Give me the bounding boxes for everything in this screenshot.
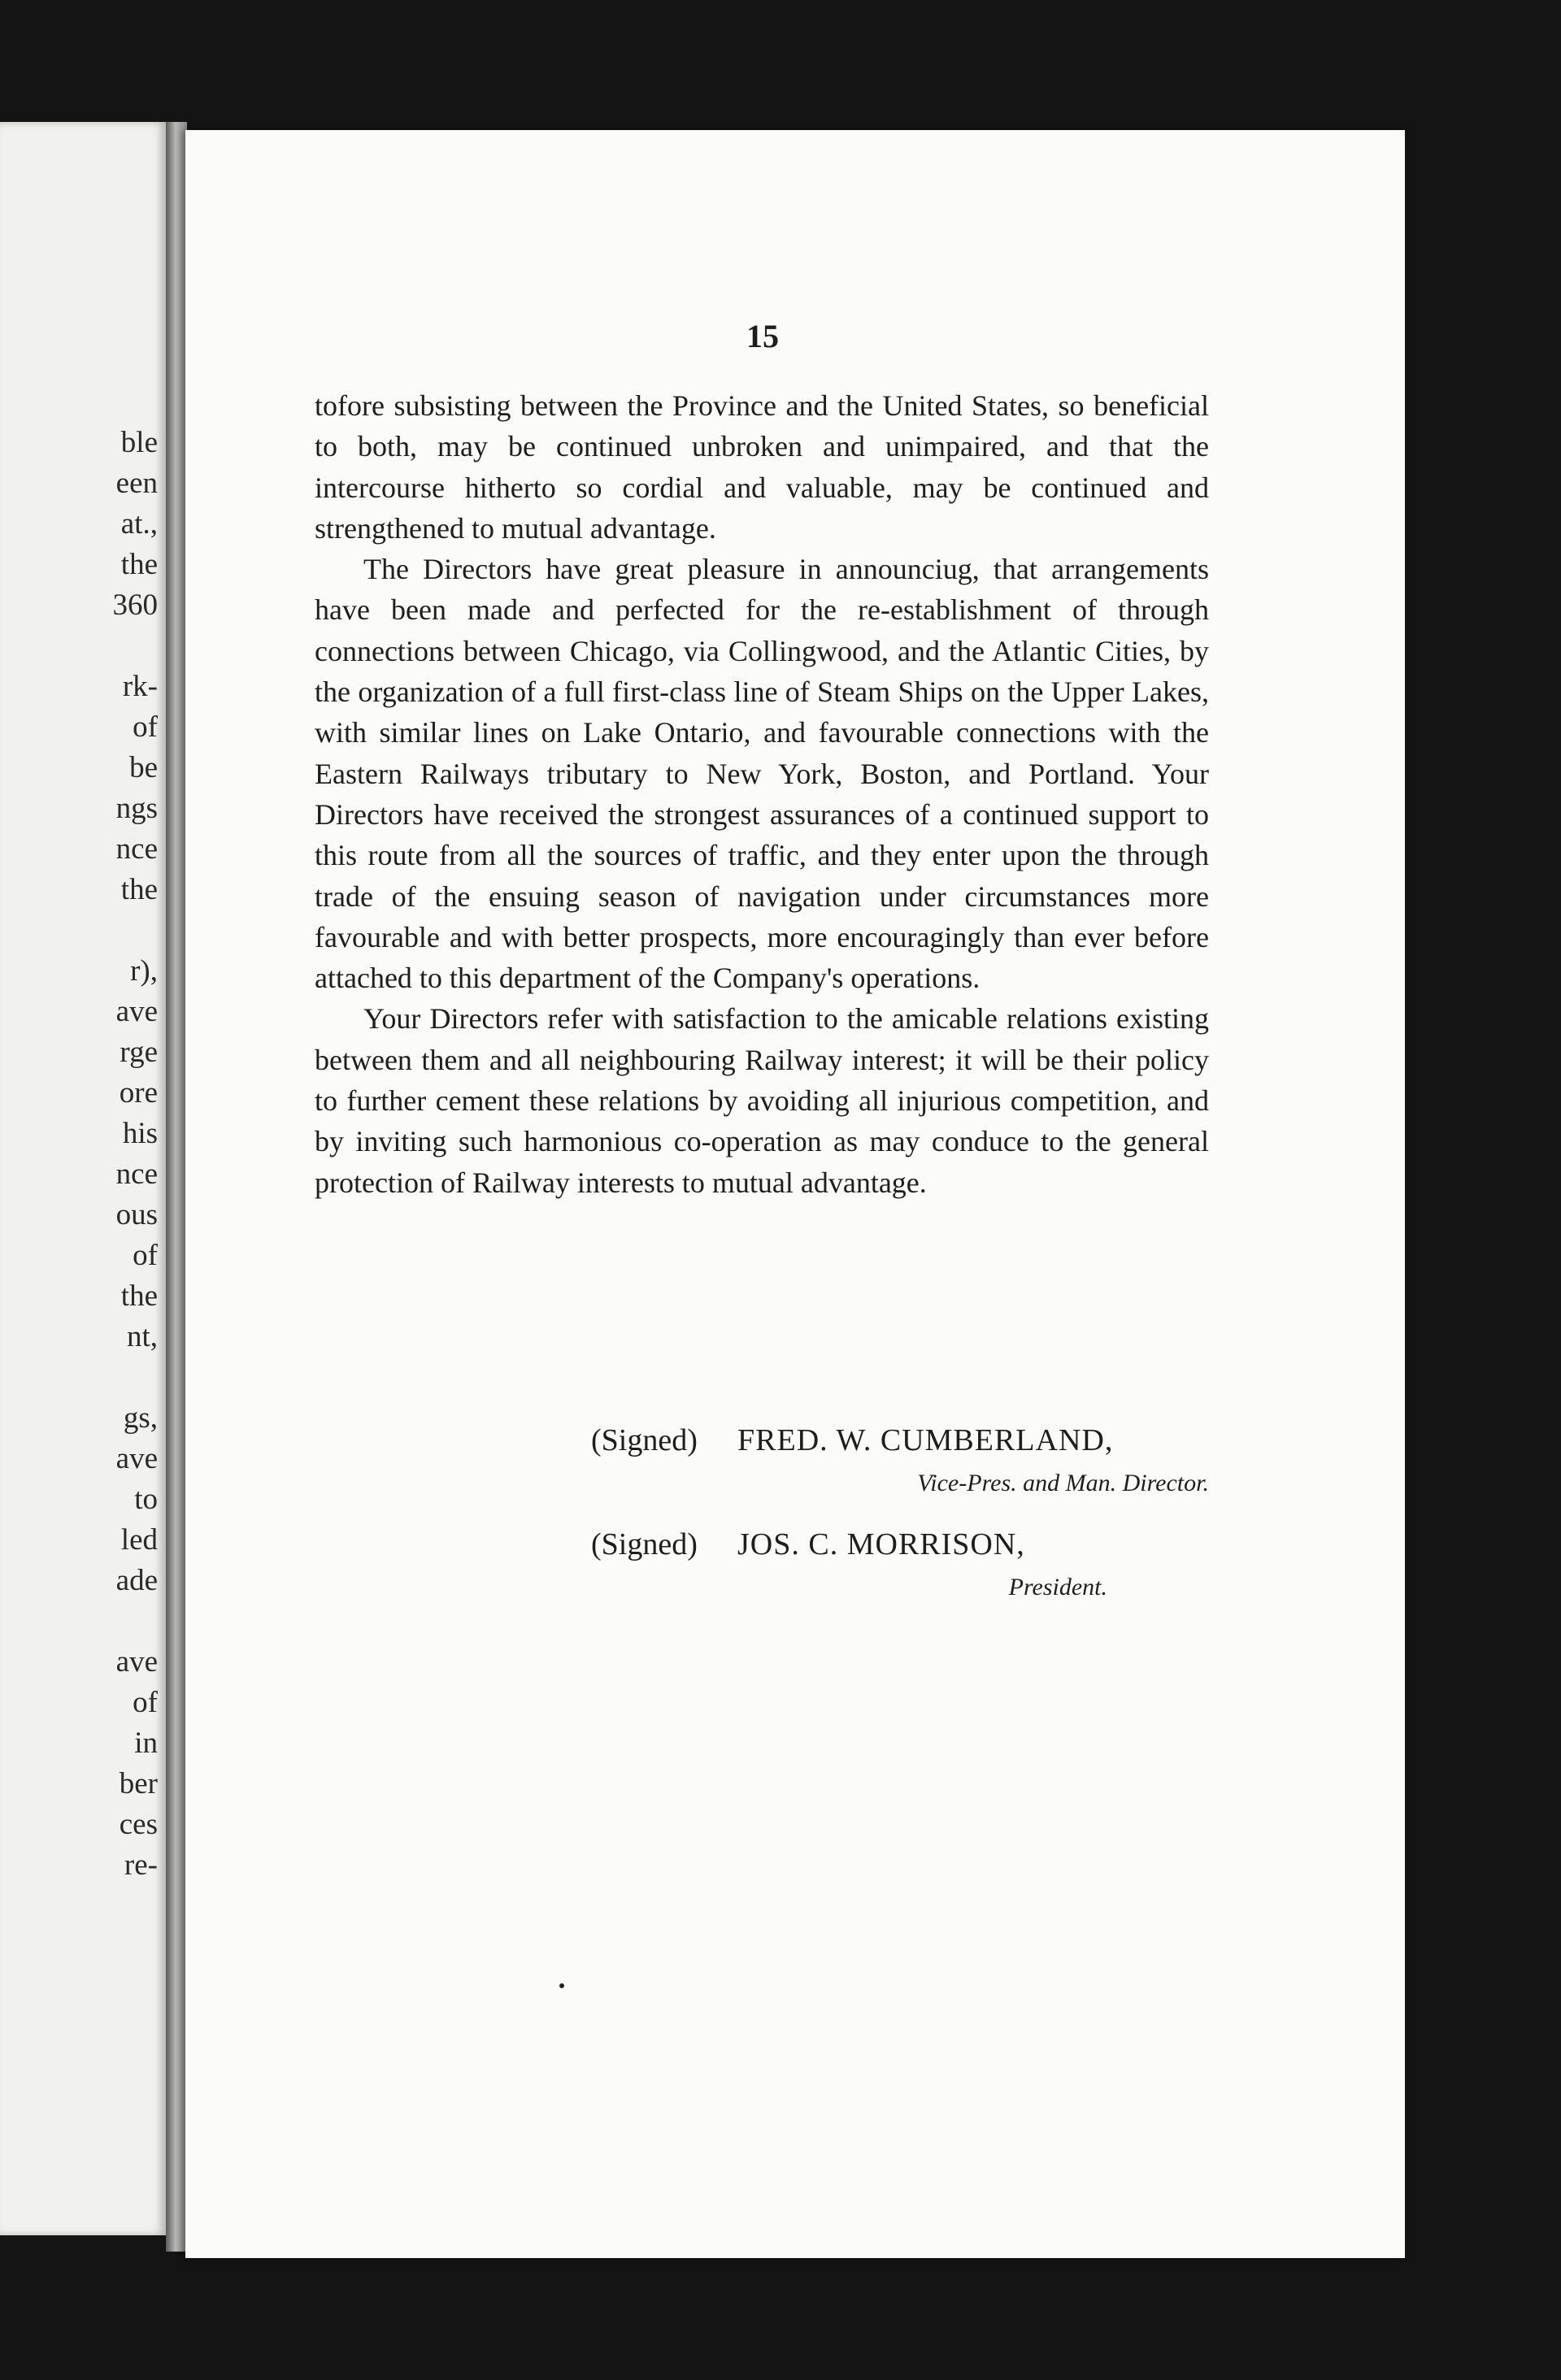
facing-page-fragment: gs, xyxy=(123,1401,158,1435)
facing-page-fragment: een xyxy=(115,467,158,500)
signatory-title xyxy=(315,1468,1209,1527)
signature-line xyxy=(315,1527,1209,1572)
facing-page-fragment: to xyxy=(134,1483,158,1516)
facing-page-fragment: ces xyxy=(119,1808,158,1841)
facing-page-fragment: the xyxy=(120,873,158,906)
facing-page-fragment: led xyxy=(120,1523,158,1557)
signed-label: (Signed) xyxy=(591,1423,698,1457)
facing-page-fragment xyxy=(68,1601,158,1642)
facing-page-fragment: ous xyxy=(115,1198,158,1231)
signature-block xyxy=(315,1422,1209,1631)
facing-page-fragment: of xyxy=(133,1239,158,1272)
facing-page-fragment: ave xyxy=(115,1442,158,1475)
facing-page-fragment: at., xyxy=(120,507,158,541)
facing-page-fragment: nce xyxy=(115,832,158,866)
facing-page-fragment: r), xyxy=(130,954,158,988)
facing-page-fragment: of xyxy=(133,710,158,744)
document-page xyxy=(185,130,1405,2258)
facing-page-fragment xyxy=(68,626,158,667)
book-gutter xyxy=(166,122,187,2252)
facing-page-fragment xyxy=(68,910,158,951)
paragraph-amicable-relations: Your Directors refer with satisfaction to the amicable relations existing between them and all neighbouring Railway interest; it will be their policy to further cement these relations by avoiding all injurious competition, and by inviting such harmonious co-operation as may conduce to the general protection of Railway interests to mutual advantage. xyxy=(315,1002,1209,1199)
facing-page-fragment: 360 xyxy=(112,588,158,622)
facing-page-fragment: ave xyxy=(115,995,158,1028)
facing-page-fragment: ore xyxy=(119,1076,158,1110)
paper-speck xyxy=(559,1983,564,1988)
facing-page-fragment: re- xyxy=(124,1848,158,1882)
body-text xyxy=(315,385,1209,1203)
signatory-title-text: Vice-Pres. and Man. Director. xyxy=(917,1470,1209,1496)
facing-page-left xyxy=(0,122,166,2235)
facing-page-fragment: ave xyxy=(115,1645,158,1679)
facing-page-fragment: nce xyxy=(115,1157,158,1191)
page-number: 15 xyxy=(746,318,779,354)
paragraph-through-connections: The Directors have great pleasure in announciug, that arrangements have been made and perfected for the re-establishment of through connections between Chicago, via Collingwood, and the Atlantic Cities, by the organization of a full first-class line of Steam Ships on the Upper Lakes, with similar lines on Lake Ontario, and favourable connections with the Eastern Railways tributary to New York, Boston, and Portland. Your Directors have received the strongest assurances of a continued support to this route from all the sources of traffic, and they enter upon the through trade of the ensuing season of navigation under circumstances more favourable and with better prospects, more encouragingly than ever before attached to this department of the Company's operations. xyxy=(315,553,1209,995)
facing-page-fragment: ade xyxy=(115,1564,158,1597)
signature-line xyxy=(315,1422,1209,1468)
facing-page-fragment: rk- xyxy=(122,670,158,703)
signatory-title-text: President. xyxy=(1008,1574,1107,1600)
facing-page-fragment: ngs xyxy=(115,792,158,825)
facing-page-fragment: the xyxy=(120,548,158,581)
signatory-name: FRED. W. CUMBERLAND, xyxy=(737,1423,1114,1457)
facing-page-fragment: the xyxy=(120,1279,158,1313)
facing-page-fragment: ber xyxy=(119,1767,158,1800)
facing-page-fragment: be xyxy=(129,751,158,784)
signed-label: (Signed) xyxy=(591,1527,698,1561)
facing-page-fragment: his xyxy=(122,1117,158,1150)
paragraph-continuation: tofore subsisting between the Province and the United States, so beneficial to both, may be continued unbroken and unimpaired, and that the intercourse hitherto so cordial and valuable, may be continued and strengthened to mutual advantage. xyxy=(315,389,1209,545)
facing-page-fragment: ble xyxy=(120,426,158,459)
facing-page-fragment: in xyxy=(134,1726,158,1760)
signatory-name: JOS. C. MORRISON, xyxy=(737,1527,1025,1561)
facing-page-fragment: of xyxy=(133,1686,158,1719)
facing-page-fragment: nt, xyxy=(126,1320,158,1353)
facing-page-text-fragments xyxy=(68,423,158,1886)
signatory-title xyxy=(315,1572,1209,1631)
facing-page-fragment xyxy=(68,1357,158,1398)
facing-page-fragment: rge xyxy=(120,1036,158,1069)
